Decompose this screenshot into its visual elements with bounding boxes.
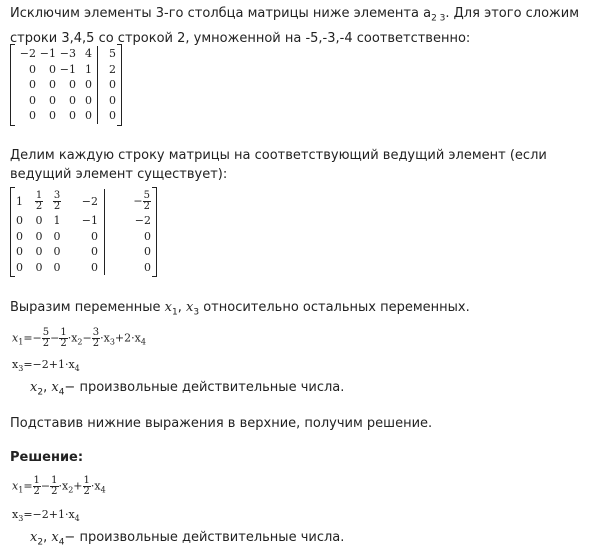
solution-x1: $x_1=$ $\frac{1}{2}$ − $\frac{1}{2}$ $\cdot x_2+$ $\frac{1}{2}$ $\cdot x_4$	[12, 475, 106, 497]
matrix-1-row	[16, 62, 116, 78]
matrix-1-body	[16, 46, 116, 124]
matrix-cell: 0	[76, 77, 98, 93]
matrix-cell: 0	[35, 260, 43, 274]
matrix-cell: 2	[109, 62, 116, 76]
substitute-paragraph	[10, 414, 595, 433]
matrix-cell: 0	[53, 229, 61, 243]
matrix-1-row	[16, 46, 116, 62]
solution-x3: $x_3=-2+1\cdot x_4$	[12, 508, 80, 524]
express-text-end: относительно остальных переменных.	[199, 300, 470, 315]
matrix-cell: 0	[76, 93, 98, 109]
matrix-2-row	[16, 189, 151, 213]
matrix-cell: 5	[109, 47, 116, 61]
matrix-cell: 1	[16, 194, 23, 208]
matrix-2	[10, 187, 157, 277]
matrix-cell: 0	[35, 245, 43, 259]
matrix-cell: 0	[69, 109, 76, 123]
matrix-cell: 0	[66, 260, 105, 276]
matrix-cell: $\frac{3}{2}$	[53, 189, 61, 212]
matrix-cell: 0	[144, 229, 151, 243]
element-var: a	[423, 6, 432, 21]
matrix-cell: 0	[49, 78, 56, 92]
matrix-cell: 0	[109, 109, 116, 123]
free-variables-2: $x_2$, $x_4-$ произвольные действительные числа.	[30, 530, 345, 548]
matrix-cell: −2	[66, 189, 105, 213]
intro-text-end: . Для этого сложим	[445, 6, 580, 21]
intro-paragraph	[10, 4, 595, 48]
matrix-cell: 0	[53, 260, 61, 274]
matrix-cell: 0	[29, 78, 36, 92]
matrix-cell: 0	[53, 245, 61, 259]
solution-heading: Решение:	[10, 450, 84, 465]
matrix-cell: 0	[29, 62, 36, 76]
matrix-2-body	[16, 213, 151, 275]
matrix-cell: −3	[59, 47, 76, 61]
express-paragraph: Выразим переменные $x_1$, $x_3$ относительно остальных переменных.	[10, 300, 470, 318]
matrix-cell: −1	[66, 213, 105, 229]
matrix-cell: 0	[35, 214, 43, 228]
intro-text-line2: строки 3,4,5 со строкой 2, умноженной на -5,-3,-4 соответственно:	[10, 30, 471, 46]
divide-paragraph	[10, 146, 585, 184]
matrix-cell: 0	[144, 260, 151, 274]
matrix-cell: 1	[53, 214, 61, 228]
matrix-cell: 0	[49, 109, 56, 123]
matrix-cell: 0	[16, 260, 23, 274]
matrix-cell: −2	[19, 47, 36, 61]
matrix-cell: 0	[76, 108, 98, 124]
matrix-cell: 0	[69, 93, 76, 107]
matrix-cell: 0	[66, 244, 105, 260]
equation-x1: $x_1=-$ $\frac{5}{2}$ − $\frac{1}{2}$ $\cdot x_2-$ $\frac{3}{2}$ $\cdot x_3+2\cdot x_4$	[12, 327, 146, 349]
matrix-cell: 0	[16, 214, 23, 228]
matrix-cell: 0	[16, 245, 23, 259]
matrix-1-row	[16, 77, 116, 93]
intro-text-start: Исключим элементы 3-го столбца матрицы ниже элемента	[10, 6, 424, 21]
element-index: 2 3	[431, 13, 446, 24]
matrix-2-row	[16, 260, 151, 276]
express-text-start: Выразим переменные	[10, 300, 165, 315]
substitute-text: Подставив нижние выражения в верхние, получим решение.	[10, 416, 433, 431]
matrix-1	[10, 44, 122, 126]
free-variables-1: $x_2$, $x_4-$ произвольные действительные числа.	[30, 380, 345, 398]
matrix-cell: $\frac{1}{2}$	[35, 189, 43, 212]
matrix-cell: 0	[66, 229, 105, 245]
divide-text: Делим каждую строку матрицы на соответствующий ведущий элемент (если ведущий элемент существует):	[10, 148, 547, 182]
matrix-1-row	[16, 93, 116, 109]
matrix-cell: −1	[39, 47, 56, 61]
matrix-cell: − $\frac{5}{2}$	[133, 189, 150, 212]
matrix-1-row	[16, 108, 116, 124]
matrix-2-row	[16, 229, 151, 245]
matrix-cell: 0	[109, 78, 116, 92]
matrix-2-row	[16, 213, 151, 229]
matrix-cell: 0	[35, 229, 43, 243]
matrix-cell: −2	[134, 214, 151, 228]
matrix-cell: 0	[144, 245, 151, 259]
matrix-2-row	[16, 244, 151, 260]
matrix-cell: 0	[16, 229, 23, 243]
matrix-cell: 0	[49, 93, 56, 107]
matrix-cell: 0	[29, 109, 36, 123]
equation-x3: $x_3=-2+1\cdot x_4$	[12, 358, 80, 374]
matrix-cell: 4	[76, 46, 98, 62]
matrix-cell: 0	[49, 62, 56, 76]
matrix-cell: 0	[109, 93, 116, 107]
matrix-cell: 1	[76, 62, 98, 78]
var-x1: x	[164, 300, 172, 315]
matrix-cell: −1	[59, 62, 76, 76]
matrix-cell: 0	[69, 78, 76, 92]
matrix-cell: 0	[29, 93, 36, 107]
